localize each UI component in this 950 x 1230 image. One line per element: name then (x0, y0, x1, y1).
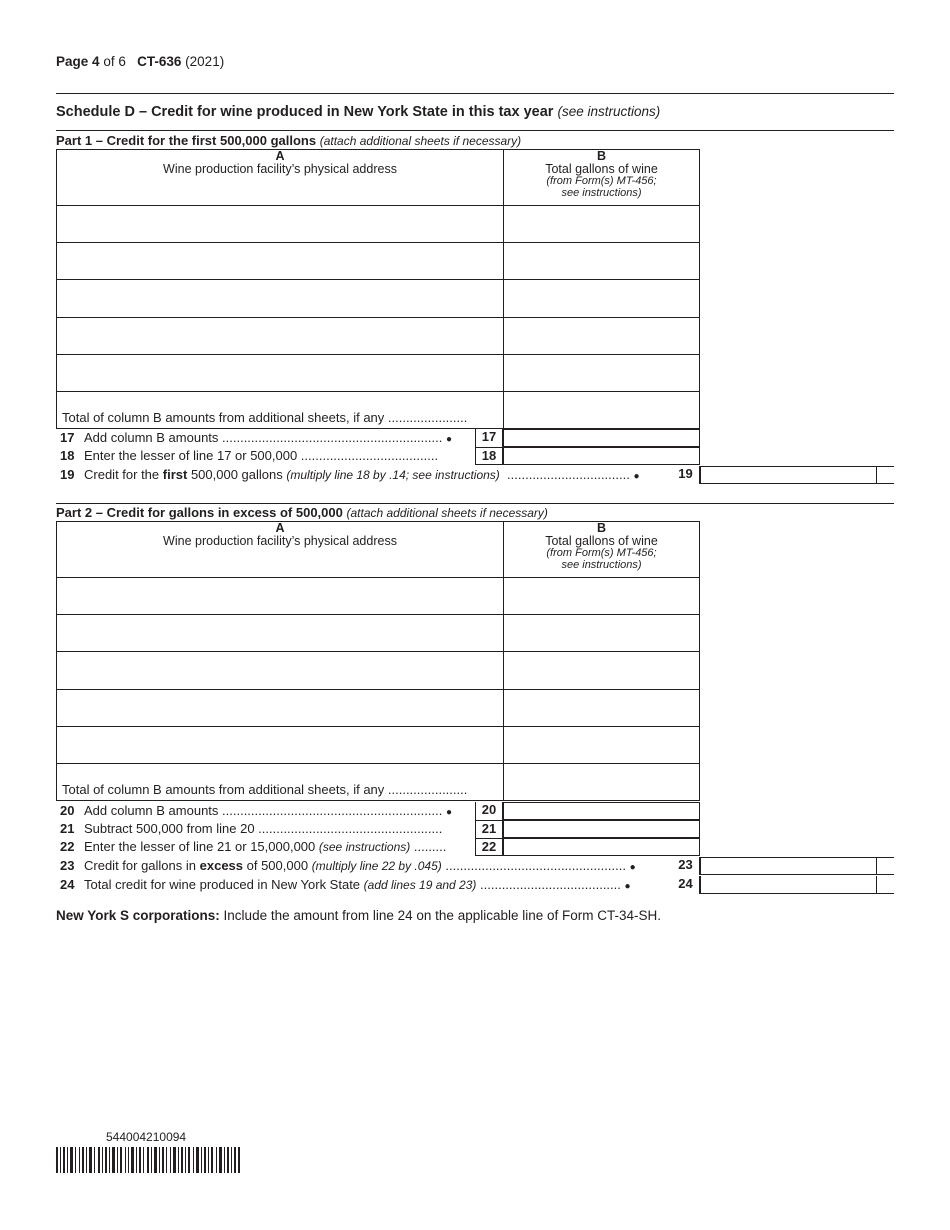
line-18: 18 Enter the lesser of line 17 or 500,000 ...................................... (60, 448, 439, 463)
part2-gallons-field[interactable] (504, 578, 699, 614)
line-19-box: 19 (672, 466, 700, 484)
line-21-amount[interactable] (503, 820, 700, 838)
page-number: 4 (92, 54, 100, 69)
page-header (56, 54, 224, 69)
line-23-cents-divider (876, 857, 877, 875)
line-23-box: 23 (672, 857, 700, 875)
part1-col-a-header: A Wine production facility’s physical address (163, 149, 397, 176)
line-21: 21 Subtract 500,000 from line 20 ................................................... (60, 821, 443, 836)
barcode-number: 544004210094 (106, 1130, 187, 1144)
line-22-amount[interactable] (503, 838, 700, 856)
line-22: 22 Enter the lesser of line 21 or 15,000,000 (see instructions) ......... (60, 839, 447, 854)
part1-col-b-header: B Total gallons of wine (from Form(s) MT-456; see instructions) (545, 149, 658, 199)
part1-gallons-field[interactable] (504, 280, 699, 317)
line-20: 20 Add column B amounts ............................................................. ● (60, 803, 453, 818)
form-year: (2021) (185, 54, 225, 69)
line-17: 17 Add column B amounts ............................................................. ● (60, 430, 453, 445)
part1-total-label: Total of column B amounts from additional sheets, if any ...................... (62, 410, 468, 425)
line-19: 19 Credit for the first 500,000 gallons (multiply line 18 by .14; see instructions) .................................. ● (60, 467, 640, 482)
part1-gallons-field[interactable] (504, 355, 699, 391)
line-23: 23 Credit for gallons in excess of 500,000 (multiply line 22 by .045) .................................................. ● (60, 858, 636, 873)
part2-gallons-field[interactable] (504, 652, 699, 689)
line-17-amount[interactable] (503, 429, 700, 447)
part2-address-field[interactable] (57, 615, 503, 651)
part1-gallons-field[interactable] (504, 318, 699, 354)
part2-address-field[interactable] (57, 652, 503, 689)
part1-gallons-field[interactable] (504, 243, 699, 279)
part2-address-field[interactable] (57, 578, 503, 614)
part2-gallons-field[interactable] (504, 615, 699, 651)
footer-note: New York S corporations: Include the amount from line 24 on the applicable line of Form CT-34-SH. (56, 908, 662, 923)
page-label: Page (56, 54, 89, 69)
top-rule (56, 93, 894, 94)
part1-address-field[interactable] (57, 206, 503, 242)
line-24: 24 Total credit for wine produced in New York State (add lines 19 and 23) ....................................... ● (60, 877, 631, 892)
part2-col-b-header: B Total gallons of wine (from Form(s) MT-456; see instructions) (545, 521, 658, 571)
barcode (56, 1147, 240, 1173)
schedule-rule (56, 130, 894, 131)
part2-address-field[interactable] (57, 727, 503, 763)
part1-address-field[interactable] (57, 355, 503, 391)
line-19-cents-divider (876, 466, 877, 484)
form-number: CT-636 (137, 54, 182, 69)
part2-address-field[interactable] (57, 690, 503, 726)
part1-address-field[interactable] (57, 243, 503, 279)
line-23-amount[interactable] (700, 857, 894, 875)
line-17-box: 17 (475, 429, 503, 447)
part2-total-field[interactable] (504, 764, 699, 800)
part2-rule (56, 503, 894, 504)
part2-total-label: Total of column B amounts from additional sheets, if any ...................... (62, 782, 468, 797)
part2-gallons-field[interactable] (504, 690, 699, 726)
line-24-cents-divider (876, 876, 877, 894)
part2-col-a-header: A Wine production facility’s physical address (163, 521, 397, 548)
line-21-box: 21 (475, 820, 503, 838)
part1-address-field[interactable] (57, 280, 503, 317)
line-18-amount[interactable] (503, 447, 700, 465)
line-20-amount[interactable] (503, 802, 700, 820)
line-18-box: 18 (475, 447, 503, 465)
line-20-box: 20 (475, 802, 503, 820)
part1-address-field[interactable] (57, 318, 503, 354)
line-19-amount[interactable] (700, 466, 894, 484)
page-of: of 6 (103, 54, 126, 69)
schedule-title: Schedule D – Credit for wine produced in New York State in this tax year (see instructions) (56, 104, 661, 120)
part1-gallons-field[interactable] (504, 206, 699, 242)
line-24-amount[interactable] (700, 876, 894, 894)
line-22-box: 22 (475, 838, 503, 856)
part1-total-field[interactable] (504, 392, 699, 428)
part2-title: Part 2 – Credit for gallons in excess of 500,000 (attach additional sheets if necessary) (56, 505, 548, 520)
part1-title: Part 1 – Credit for the first 500,000 gallons (attach additional sheets if necessary) (56, 133, 522, 148)
part2-gallons-field[interactable] (504, 727, 699, 763)
line-24-box: 24 (672, 876, 700, 894)
